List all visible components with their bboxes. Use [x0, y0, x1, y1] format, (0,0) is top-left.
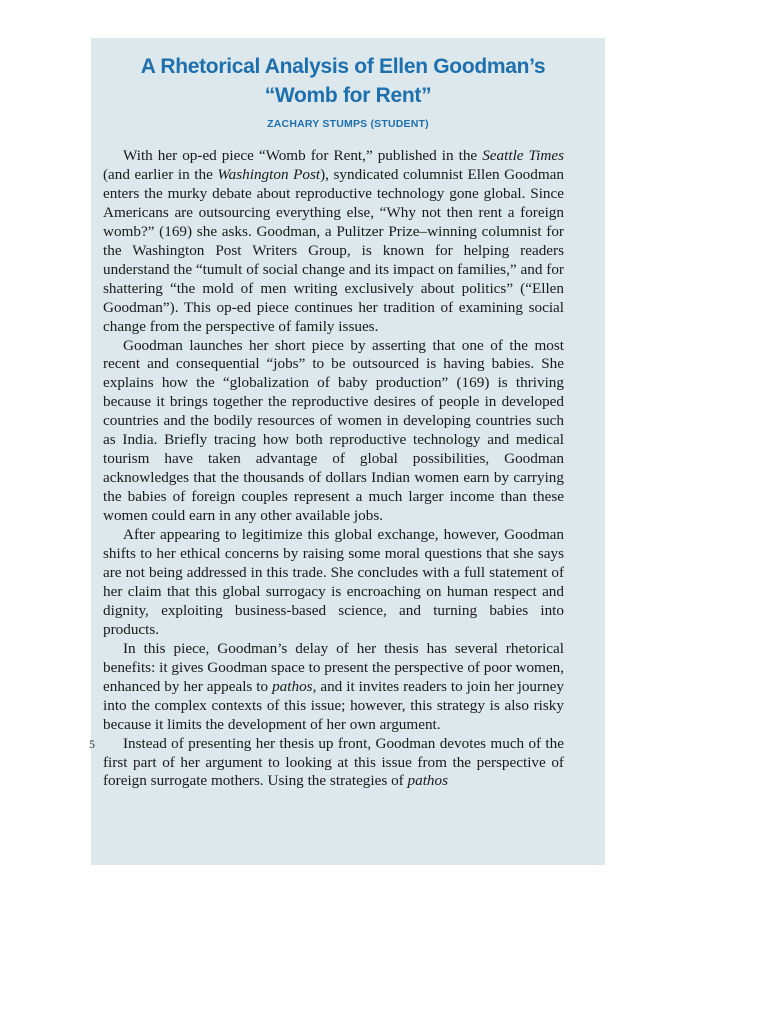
paragraph-2: Goodman launches her short piece by asserting that one of the most recent and consequential “jobs” to be outsourced is having babies. She explains how the “globalization of baby production” (169) is thriving because it brings together the reproductive desires of people in developed countries and the bodily resources of women in developing countries such as India. Briefly tracing how both reproductive technology and medical tourism have taken advantage of global possibilities, Goodman acknowledges that the thousands of dollars Indian women earn by carrying the babies of foreign couples represent a much larger income than these women could earn in any other available jobs.	[103, 336, 564, 525]
paragraph-5: 5 Instead of presenting her thesis up front, Goodman devotes much of the first part of her argument to looking at this issue from the perspective of foreign surrogate mothers. Using the strategies of pathos	[89, 734, 564, 790]
author-byline: ZACHARY STUMPS (STUDENT)	[267, 118, 429, 130]
article-panel	[91, 38, 605, 865]
paragraph-4: In this piece, Goodman’s delay of her thesis has several rhetorical benefits: it gives Goodman space to present the perspective of poor women, enhanced by her appeals to pathos, and it invites readers to join her journey into the complex contexts of this issue; however, this strategy is also risky because it limits the development of her own argument.	[103, 639, 564, 733]
article-title	[91, 52, 605, 110]
title-line-2: “Womb for Rent”	[264, 84, 432, 107]
emphasis-term: pathos	[407, 772, 449, 790]
paragraph-1: With her op-ed piece “Womb for Rent,” published in the Seattle Times (and earlier in the Washington Post), syndicated columnist Ellen Goodman enters the murky debate about reproductive technology gone global. Since Americans are outsourcing everything else, “Why not then rent a foreign womb?” (169) she asks. Goodman, a Pulitzer Prize–winning columnist for the Washington Post Writers Group, is known for helping readers understand the “tumult of social change and its impact on families,” and for shattering “the mold of men writing exclusively about politics” (“Ellen Goodman”). This op-ed piece continues her tradition of examining social change from the perspective of family issues.	[103, 147, 565, 335]
publication-name: Washington Post	[217, 165, 321, 183]
emphasis-term: pathos,	[272, 677, 317, 695]
paragraph-3: After appearing to legitimize this global exchange, however, Goodman shifts to her ethical concerns by raising some moral questions that she says are not being addressed in this trade. She concludes with a full statement of her claim that this global surrogacy is encroaching on human respect and dignity, exploiting business-based science, and turning babies into products.	[103, 526, 564, 638]
article-body	[89, 147, 565, 791]
title-line-1: A Rhetorical Analysis of Ellen Goodman’s	[140, 55, 546, 78]
publication-name: Seattle Times	[482, 147, 564, 164]
paragraph-number: 5	[89, 736, 95, 751]
